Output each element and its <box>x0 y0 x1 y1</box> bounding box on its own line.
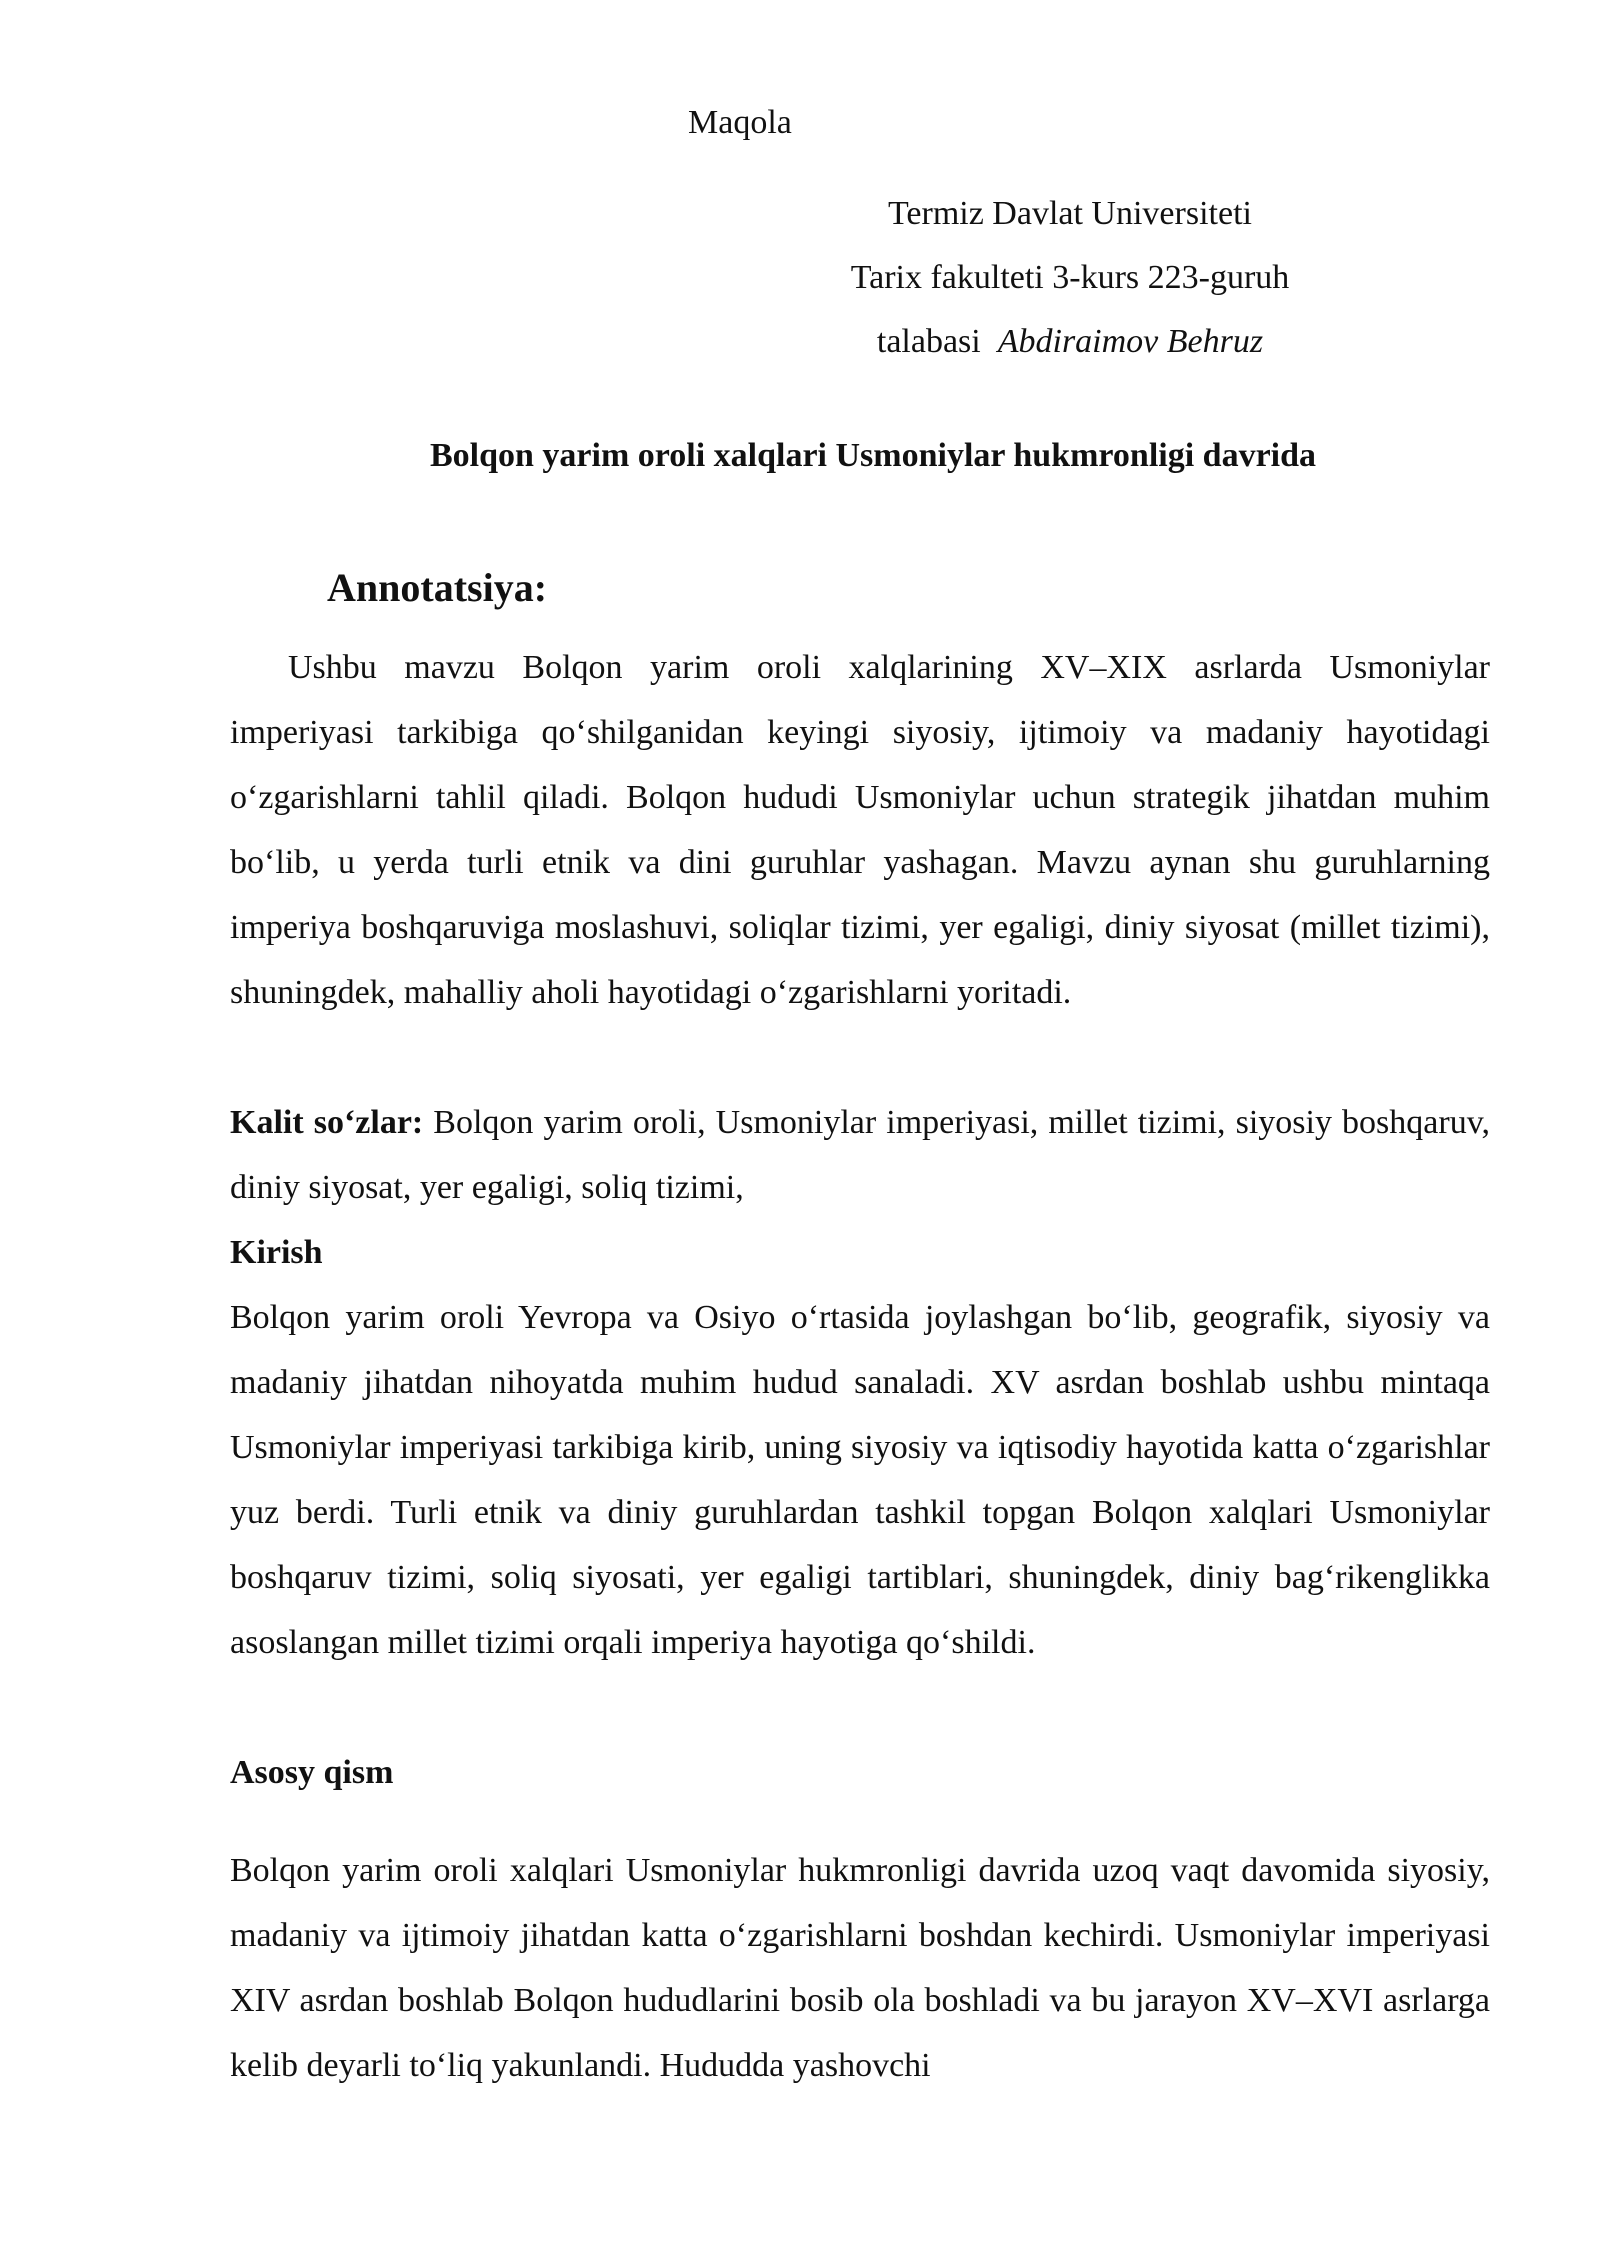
keywords-label: Kalit soʻzlar: <box>230 1104 424 1141</box>
student-name: Abdiraimov Behruz <box>997 323 1264 360</box>
document-type-label: Maqola <box>688 104 792 141</box>
author-info-block <box>770 182 1370 374</box>
main-part-heading: Asosy qism <box>230 1754 394 1791</box>
introduction-paragraph: Bolqon yarim oroli Yevropa va Osiyo oʻrtasida joylashgan boʻlib, geografik, siyosiy va madaniy jihatdan nihoyatda muhim hudud sanaladi. XV asrdan boshlab ushbu mintaqa Usmoniylar imperiyasi tarkibiga kirib, uning siyosiy va iqtisodiy hayotida katta oʻzgarishlar yuz berdi. Turli etnik va diniy guruhlardan tashkil topgan Bolqon xalqlari Usmoniylar boshqaruv tizimi, soliq siyosati, yer egaligi tartiblari, shuningdek, diniy bagʻrikenglikka asoslangan millet tizimi orqali imperiya hayotiga qoʻshildi. <box>230 1299 1490 1661</box>
introduction-heading: Kirish <box>230 1234 323 1271</box>
article-title: Bolqon yarim oroli xalqlari Usmoniylar hukmronligi davrida <box>429 437 1317 474</box>
faculty-group: Tarix fakulteti 3-kurs 223-guruh <box>850 259 1290 296</box>
student-prefix: talabasi <box>876 323 981 360</box>
main-part-paragraph: Bolqon yarim oroli xalqlari Usmoniylar hukmronligi davrida uzoq vaqt davomida siyosiy, madaniy va ijtimoiy jihatdan katta oʻzgarishlarni boshdan kechirdi. Usmoniylar imperiyasi XIV asrdan boshlab Bolqon hududlarini bosib ola boshladi va bu jarayon XV–XVI asrlarga kelib deyarli toʻliq yakunlandi. Hududda yashovchi <box>230 1852 1490 2084</box>
annotation-heading: Annotatsiya: <box>327 565 548 610</box>
university-name: Termiz Davlat Universiteti <box>888 195 1252 232</box>
student-line <box>770 310 1370 374</box>
keywords-text: Bolqon yarim oroli, Usmoniylar imperiyasi, millet tizimi, siyosiy boshqaruv, diniy siyosat, yer egaligi, soliq tizimi, <box>230 1104 1490 1206</box>
annotation-paragraph: Ushbu mavzu Bolqon yarim oroli xalqlarining XV–XIX asrlarda Usmoniylar imperiyasi tarkibiga qoʻshilganidan keyingi siyosiy, ijtimoiy va madaniy hayotidagi oʻzgarishlarni tahlil qiladi. Bolqon hududi Usmoniylar uchun strategik jihatdan muhim boʻlib, u yerda turli etnik va dini guruhlar yashagan. Mavzu aynan shu guruhlarning imperiya boshqaruviga moslashuvi, soliqlar tizimi, yer egaligi, diniy siyosat (millet tizimi), shuningdek, mahalliy aholi hayotidagi oʻzgarishlarni yoritadi. <box>230 649 1490 1011</box>
keywords-paragraph <box>230 1090 1490 1220</box>
